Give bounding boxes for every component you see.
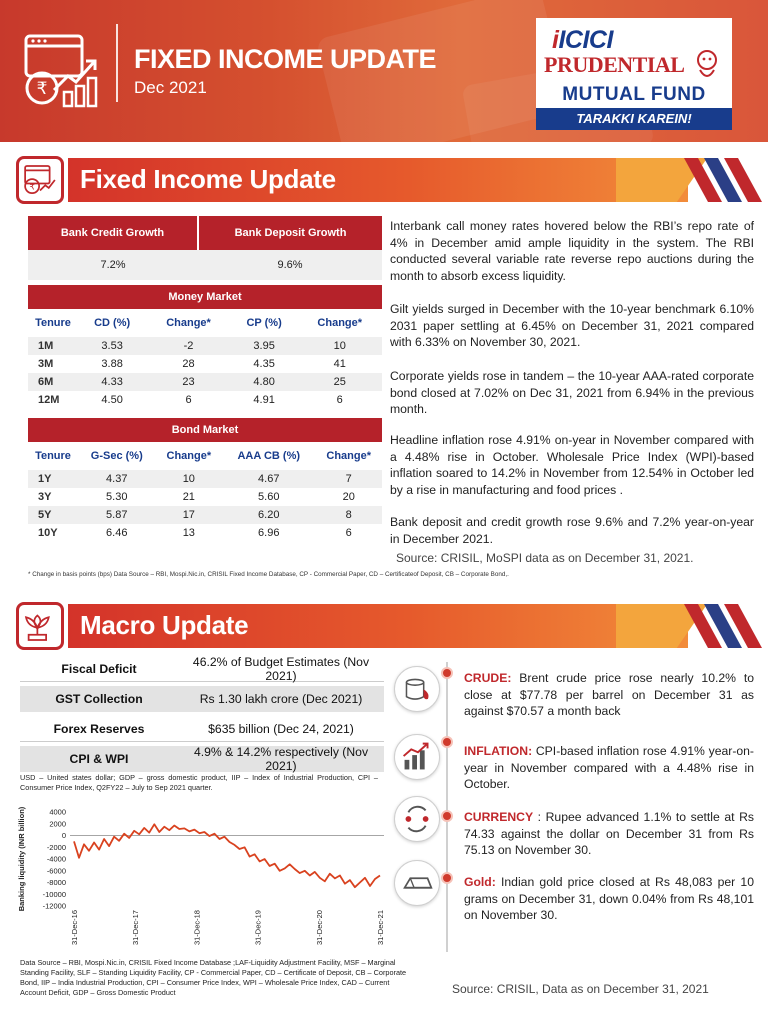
- section-title: Fixed Income Update: [80, 164, 336, 194]
- fixed-income-footnote: * Change in basis points (bps) Data Source – RBI, Mospi.Nic.in, CRISIL Fixed Income Database, CP - Commercial Paper, CD – Certificateof Deposit, CB – Corporate Bond,.: [28, 571, 509, 578]
- macro-value: 4.9% & 14.2% respectively (Nov 2021): [193, 745, 369, 773]
- timeline-dot: [441, 872, 453, 884]
- lion-emblem-icon: [692, 48, 722, 82]
- growth-value: 9.6%: [277, 259, 303, 271]
- y-axis-label: Banking liquidity (INR billion): [17, 806, 26, 912]
- page-title: FIXED INCOME UPDATE: [134, 44, 437, 74]
- commentary-paragraph: Gilt yields surged in December with the 10-year benchmark 6.10% 2031 paper settling at 6.45% on December 31, 2021 compared with 6.33% on November 30, 2021.: [390, 302, 754, 350]
- gold-bar-icon: [394, 860, 440, 906]
- commentary-paragraph: Bank deposit and credit growth rose 9.6% and 7.2% year-on-year in December 2021.: [390, 515, 754, 546]
- timeline-dot: [441, 736, 453, 748]
- logo-tagline: TARAKKI KAREIN!: [536, 108, 732, 130]
- macro-row-cpi-wpi: [20, 746, 384, 772]
- macro-row-fiscal-deficit: [20, 656, 384, 682]
- table-row: 6M 4.33 23 4.80 25: [28, 373, 382, 391]
- growth-header: Bank Credit Growth: [28, 216, 198, 250]
- currency-exchange-icon: [394, 796, 440, 842]
- column-header: Change*: [166, 450, 212, 462]
- macro-source: Source: CRISIL, Data as on December 31, 2021: [452, 982, 709, 996]
- macro-label: CPI & WPI: [69, 752, 129, 766]
- banner-stripes: [676, 604, 768, 648]
- macro-section-icon: [16, 602, 64, 650]
- macro-value: 46.2% of Budget Estimates (Nov 2021): [192, 654, 370, 683]
- x-tick-label: 31-Dec-17: [131, 910, 141, 946]
- macro-label: Forex Reserves: [53, 721, 145, 736]
- column-header: G-Sec (%): [90, 450, 143, 462]
- inflation-chart-icon: [394, 734, 440, 780]
- liquidity-series-line: [74, 824, 380, 887]
- growth-value: 7.2%: [100, 259, 126, 271]
- icici-prudential-logo: [536, 18, 732, 130]
- growth-header: Bank Deposit Growth: [234, 227, 347, 239]
- fixed-income-section-icon: [16, 156, 64, 204]
- y-tick-label: 4000: [49, 807, 66, 817]
- timeline-line: [446, 662, 448, 952]
- page-date: Dec 2021: [134, 78, 207, 97]
- commentary-paragraph: Headline inflation rose 4.91% on-year in November compared with a 4.48% rise in October. Wholesale Price Index (WPI)-based inflation soared to 14.2% in November from 12.54% in October led by a rise in manufacturing and food prices .: [390, 433, 754, 497]
- y-tick-label: 2000: [49, 819, 66, 829]
- table-row: 3M 3.88 28 4.35 41: [38, 358, 346, 370]
- fixed-income-banner: [16, 158, 768, 202]
- macro-glossary: USD – United states dollar; GDP – gross domestic product, IIP – Index of Industrial Production, CPI – Consumer Price Index, Q2FY22 – July to Sep 2021 quarter.: [20, 773, 378, 792]
- timeline-dot: [441, 810, 453, 822]
- macro-value: $635 billion (Dec 24, 2021): [208, 721, 354, 736]
- column-header: Tenure: [35, 317, 71, 329]
- table-row: 5Y 5.87 17 6.20 8: [28, 506, 382, 524]
- table-row: 12M 4.50 6 4.91 6: [38, 394, 343, 406]
- macro-row-gst-collection: [20, 686, 384, 712]
- table-row: 10Y 6.46 13 6.96 6: [38, 527, 352, 539]
- column-header: Tenure: [35, 450, 71, 462]
- macro-label: GST Collection: [55, 692, 143, 706]
- timeline-dot: [441, 667, 453, 679]
- macro-label: Fiscal Deficit: [61, 661, 137, 676]
- oil-barrel-icon: [394, 666, 440, 712]
- banking-liquidity-chart: [14, 804, 390, 954]
- money-market-title: Money Market: [168, 291, 242, 303]
- column-header: CD (%): [94, 317, 131, 329]
- macro-data-source: Data Source – RBI, Mospi.Nic.in, CRISIL Fixed Income Database ;LAF-Liquidity Adjustment Facility, MSF – Marginal Standing Facility, SLF – Standing Liquidity Facility, CP - Commercial Paper, CD – Certificate of Deposit, CB – Corporate Bond, IIP – India Industrial Production, CPI – Consumer Price Index, WPI – Wholesale Price Index, CAD – Current Account Deficit, GDP – Gross Domestic Product: [20, 958, 407, 997]
- column-header: CP (%): [246, 317, 282, 329]
- section-title: Macro Update: [80, 610, 249, 640]
- y-tick-label: -4000: [46, 854, 66, 864]
- table-row: 1M 3.53 -2 3.95 10: [28, 337, 382, 355]
- fixed-income-source: Source: CRISIL, MoSPI data as on December 31, 2021.: [396, 551, 694, 565]
- bond-market-table: [28, 418, 382, 542]
- y-tick-label: -2000: [46, 842, 66, 852]
- currency-commentary: CURRENCY : Rupee advanced 1.1% to settle at Rs 74.33 against the dollar on December 31 from Rs 75.13 on November 30.: [464, 810, 754, 858]
- x-tick-label: 31-Dec-21: [376, 910, 385, 946]
- fixed-income-growth-icon: [20, 30, 102, 112]
- y-tick-label: -12000: [42, 901, 66, 911]
- gold-commentary: Gold: Indian gold price closed at Rs 48,083 per 10 grams on December 31, down 0.04% from Rs 48,101 on November 30.: [464, 875, 754, 923]
- column-header: AAA CB (%): [237, 450, 301, 462]
- svg-text:₹: ₹: [36, 79, 48, 99]
- logo-icici-text: iICICI: [552, 26, 613, 54]
- x-tick-label: 31-Dec-18: [192, 910, 202, 946]
- x-tick-label: 31-Dec-19: [253, 910, 263, 946]
- y-tick-label: 0: [61, 831, 66, 840]
- x-tick-label: 31-Dec-16: [70, 910, 79, 946]
- macro-banner: [16, 604, 768, 648]
- macro-value: Rs 1.30 lakh crore (Dec 2021): [199, 692, 363, 706]
- money-market-table: [28, 285, 382, 409]
- bond-market-title: Bond Market: [171, 424, 239, 436]
- table-row: 1Y 4.37 10 4.67 7: [28, 470, 382, 488]
- column-header: Change*: [326, 450, 372, 462]
- crude-commentary: CRUDE: Brent crude price rose nearly 10.2% to close at $77.78 per barrel on December 31 as against $70.57 a month back: [464, 671, 754, 719]
- bank-growth-table: [28, 216, 382, 280]
- column-header: Change*: [317, 317, 363, 329]
- header-divider: [116, 24, 118, 102]
- inflation-commentary: INFLATION: CPI-based inflation rose 4.91% year-on-year in November compared with a 4.48% rise in October.: [464, 744, 754, 792]
- x-tick-label: 31-Dec-20: [314, 910, 324, 946]
- svg-text:₹: ₹: [29, 182, 35, 193]
- macro-row-forex-reserves: [20, 716, 384, 742]
- y-tick-label: -6000: [46, 866, 66, 876]
- commentary-paragraph: Interbank call money rates hovered below the RBI’s repo rate of 4% in December amid ample liquidity in the system. The RBI conducted several variable rate reverse repo auctions during the month to absorb excess liquidity.: [390, 219, 754, 283]
- banner-stripes: [676, 158, 768, 202]
- table-row: 3Y 5.30 21 5.60 20: [38, 491, 355, 503]
- y-tick-label: -8000: [46, 878, 66, 887]
- y-tick-label: -10000: [42, 889, 66, 899]
- page-header: [0, 0, 768, 142]
- logo-prudential-text: PRUDENTIAL: [544, 52, 685, 77]
- logo-mutual-fund-text: MUTUAL FUND: [562, 84, 706, 105]
- column-header: Change*: [166, 317, 211, 329]
- commentary-paragraph: Corporate yields rose in tandem – the 10-year AAA-rated corporate bond closed at 7.02% on Dec 31, 2021 from 6.94% in the previous month.: [390, 369, 754, 417]
